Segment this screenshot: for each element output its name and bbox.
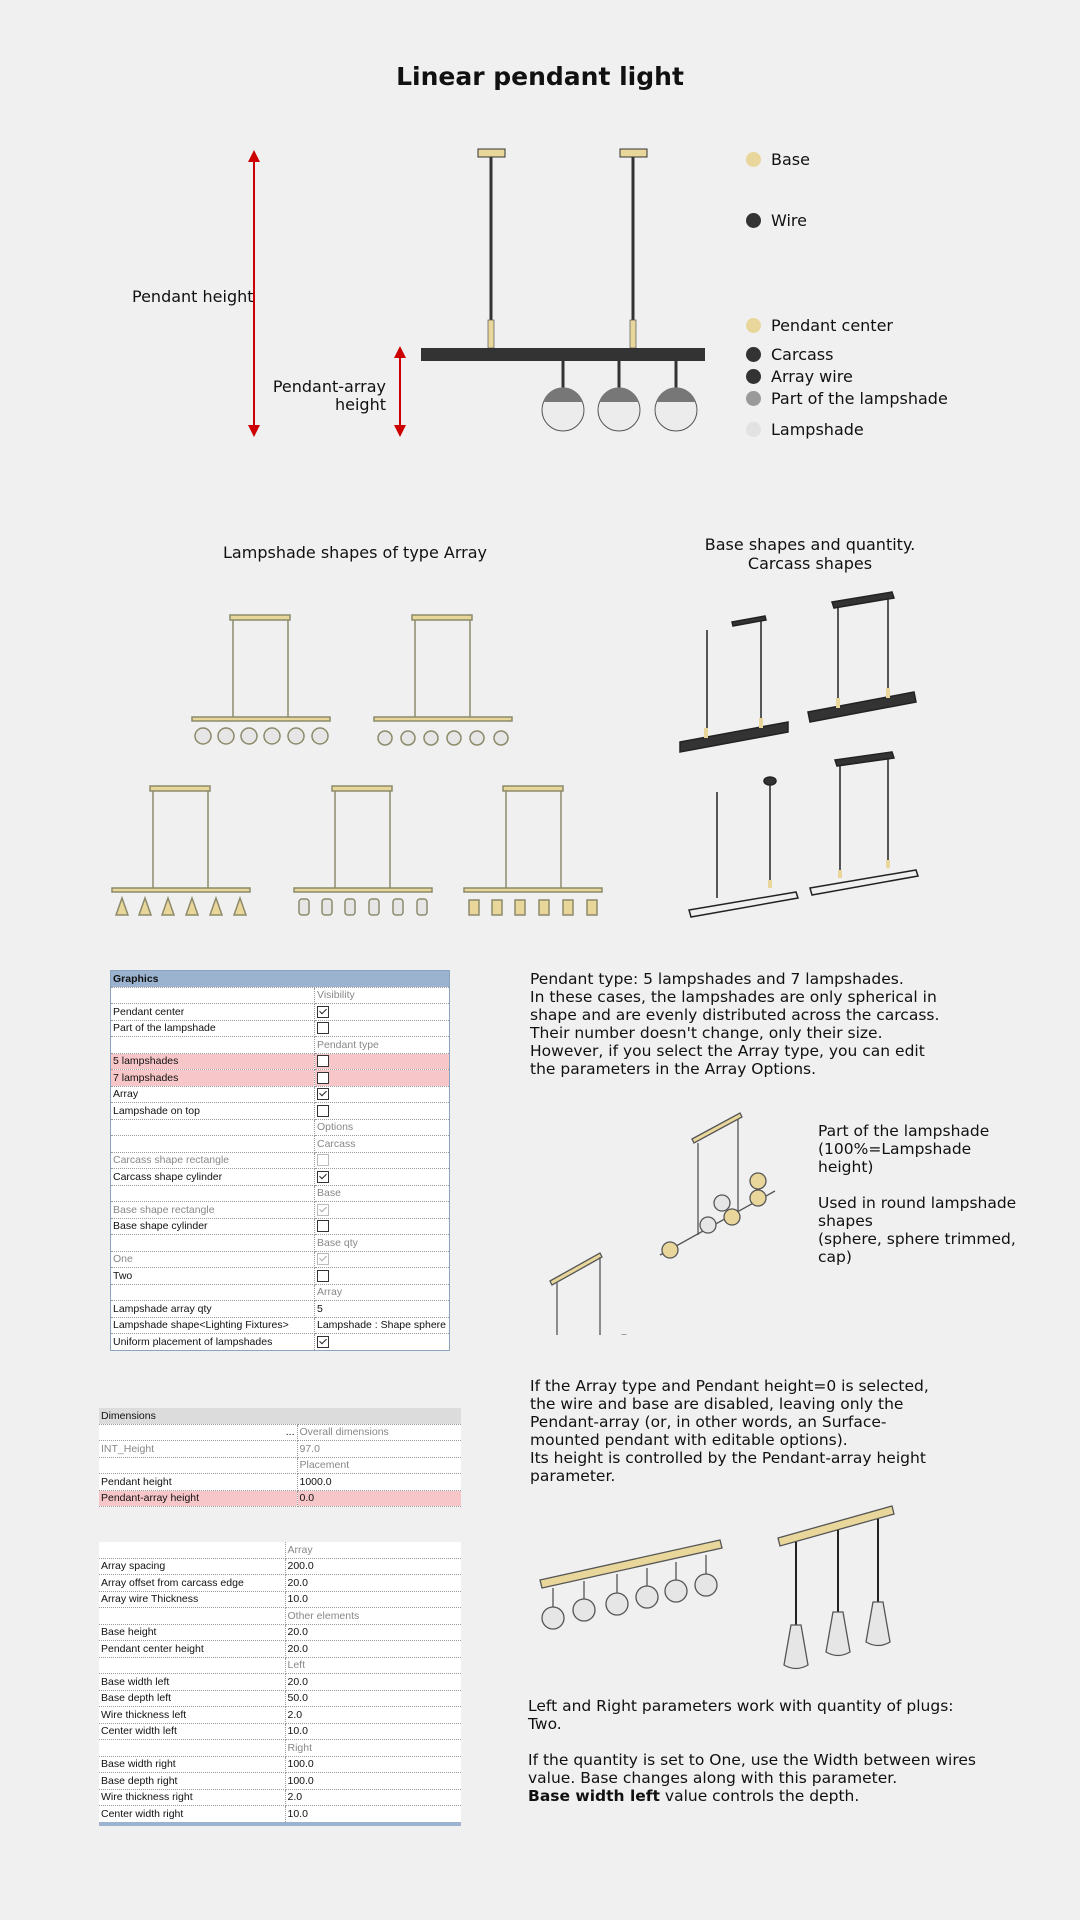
property-row [111,1334,450,1351]
legend-swatch [746,213,761,228]
array-variant-sphere [192,615,330,744]
legend-item-wire: Wire [746,210,807,230]
property-row [99,1773,461,1790]
group-row [111,1235,450,1252]
property-row [99,1690,461,1707]
array-shapes-title: Lampshade shapes of type Array [223,543,487,562]
dimensions-header-row [99,1408,461,1424]
group-row [111,1136,450,1153]
legend-item-array-wire: Array wire [746,366,853,386]
group-label: Base [315,1185,450,1202]
property-label [111,987,315,1004]
property-row [99,1441,461,1458]
left-right-text-bold: Base width left [528,1787,660,1805]
property-checkbox-cell [315,1169,450,1186]
property-row [111,1103,450,1120]
property-checkbox-cell [315,1218,450,1235]
property-label: Base shape rectangle [111,1202,315,1219]
property-value[interactable]: 20.0 [285,1674,461,1691]
property-checkbox-cell [315,1251,450,1268]
property-row [111,1020,450,1037]
property-label: Carcass shape rectangle [111,1152,315,1169]
property-label [111,1284,315,1301]
property-label: One [111,1251,315,1268]
property-label: Pendant height [99,1474,297,1491]
property-label: ... [99,1424,297,1441]
property-row [99,1723,461,1740]
group-label: Other elements [285,1608,461,1625]
group-row [111,1037,450,1054]
property-row [99,1756,461,1773]
property-label [111,1119,315,1136]
property-label: Array spacing [99,1558,285,1575]
property-value[interactable]: 97.0 [297,1441,461,1458]
group-label: Overall dimensions [297,1424,461,1441]
property-checkbox[interactable] [317,1105,329,1117]
group-row [111,1185,450,1202]
pendant-array-height-label: Pendant-array height [272,377,386,414]
property-label: Center width left [99,1723,285,1740]
array-variant-cone [112,786,250,915]
legend-swatch [746,369,761,384]
property-label [99,1457,297,1474]
property-row [99,1641,461,1658]
legend-swatch [746,347,761,362]
lampshade-1 [542,387,584,431]
array-variant-sphere-trimmed [374,615,512,745]
carcass-cylinder-two-base [810,752,918,895]
property-label: Uniform placement of lampshades [111,1334,315,1351]
property-value[interactable]: 20.0 [285,1575,461,1592]
property-checkbox-cell [315,1268,450,1285]
property-row [99,1789,461,1806]
property-label: Wire thickness left [99,1707,285,1724]
legend-swatch [746,391,761,406]
property-value[interactable]: 20.0 [285,1641,461,1658]
group-label: Base qty [315,1235,450,1252]
base-shapes-title: Base shapes and quantity. Carcass shapes [704,535,916,573]
property-label: 7 lampshades [111,1070,315,1087]
property-label [111,1235,315,1252]
carcass [421,348,705,361]
property-row [99,1474,461,1491]
group-row [99,1424,461,1441]
dimensions-table [99,1408,461,1507]
property-value[interactable]: 20.0 [285,1624,461,1641]
group-row [111,1284,450,1301]
group-row [99,1542,461,1558]
property-row [111,1218,450,1235]
group-row [111,1119,450,1136]
legend-swatch [746,318,761,333]
property-label: Wire thickness right [99,1789,285,1806]
property-checkbox[interactable] [317,1220,329,1232]
property-checkbox-cell [315,1053,450,1070]
property-label: Base depth right [99,1773,285,1790]
property-row [111,1202,450,1219]
property-row [99,1558,461,1575]
property-value[interactable]: 5 [315,1301,450,1318]
pendant-height-label: Pendant height [132,287,254,306]
graphics-header-row [111,971,450,988]
property-row [99,1591,461,1608]
property-label: Base width right [99,1756,285,1773]
property-label [111,1136,315,1153]
group-label: Visibility [315,987,450,1004]
legend-item-lampshade: Lampshade [746,419,864,439]
legend-item-carcass: Carcass [746,344,833,364]
property-label: Pendant-array height [99,1490,297,1507]
carcass-rect-one-base [680,616,788,752]
array-variant-box [464,786,602,915]
property-row [111,1070,450,1087]
property-label: Lampshade shape<Lighting Fixtures> [111,1317,315,1334]
property-checkbox-cell [315,1202,450,1219]
group-label: Array [285,1542,461,1558]
property-row [99,1806,461,1824]
property-label: Center width right [99,1806,285,1824]
page-title: Linear pendant light [396,62,684,91]
property-label: Array offset from carcass edge [99,1575,285,1592]
property-checkbox-cell [315,1103,450,1120]
property-label: Part of the lampshade [111,1020,315,1037]
group-label: Carcass [315,1136,450,1153]
group-label: Options [315,1119,450,1136]
legend-item-part-of-lampshade: Part of the lampshade [746,388,948,408]
base-left [478,149,505,157]
property-checkbox[interactable] [317,1022,329,1034]
property-label [99,1740,285,1757]
property-value[interactable]: 0.0 [297,1490,461,1507]
property-label: Lampshade array qty [111,1301,315,1318]
dimensions-header: Dimensions [99,1408,461,1424]
property-checkbox-cell [315,1086,450,1103]
property-checkbox-cell [315,1152,450,1169]
legend-item-base: Base [746,149,810,169]
property-value[interactable]: 10.0 [285,1591,461,1608]
property-label: 5 lampshades [111,1053,315,1070]
legend-item-pendant-center: Pendant center [746,315,893,335]
surface-mounted-spheres [540,1540,722,1629]
left-right-text [528,1697,1068,1805]
group-row [99,1740,461,1757]
array-isometric-left [517,1253,632,1335]
property-label [111,1185,315,1202]
property-checkbox[interactable] [317,1072,329,1084]
surface-mounted-cones [778,1506,894,1669]
property-row [111,1251,450,1268]
property-label: Carcass shape cylinder [111,1169,315,1186]
property-checkbox-cell [315,1070,450,1087]
property-row [111,1053,450,1070]
property-label: Pendant center [111,1004,315,1021]
base-right [620,149,647,157]
property-row [99,1707,461,1724]
property-value[interactable]: 2.0 [285,1707,461,1724]
property-label: Two [111,1268,315,1285]
property-checkbox[interactable] [317,1336,329,1348]
lampshade-3 [655,387,697,431]
property-value[interactable]: 1000.0 [297,1474,461,1491]
property-value[interactable]: 2.0 [285,1789,461,1806]
property-label [99,1657,285,1674]
carcass-rect-two-base [808,592,916,722]
base-shapes-illustration [660,580,930,930]
property-row [111,1169,450,1186]
property-row [111,1004,450,1021]
property-checkbox[interactable] [317,1171,329,1183]
property-row [99,1575,461,1592]
property-checkbox-cell [315,1004,450,1021]
array-isometric-right [660,1113,775,1258]
legend-swatch [746,422,761,437]
group-row [111,987,450,1004]
property-value[interactable]: 100.0 [285,1756,461,1773]
property-checkbox[interactable] [317,1270,329,1282]
part-of-lampshade-text: Part of the lampshade (100%=Lampshade height) Used in round lampshade shapes (sphere, sphere trimmed, cap) [818,1122,1017,1266]
property-label [111,1037,315,1054]
group-label: Placement [297,1457,461,1474]
array-shapes-illustration [0,600,640,930]
array-variant-cylinder [294,786,432,915]
property-label: Pendant center height [99,1641,285,1658]
lampshade-2 [598,387,640,431]
property-checkbox[interactable] [317,1006,329,1018]
property-label: Array wire Thickness [99,1591,285,1608]
property-row [99,1490,461,1507]
property-value[interactable]: 200.0 [285,1558,461,1575]
property-checkbox[interactable] [317,1055,329,1067]
property-label: Base height [99,1624,285,1641]
property-row [111,1317,450,1334]
property-value[interactable]: Lampshade : Shape sphere [315,1317,450,1334]
property-label: Array [111,1086,315,1103]
property-label [99,1542,285,1558]
group-label: Pendant type [315,1037,450,1054]
group-label: Left [285,1657,461,1674]
property-label: Lampshade on top [111,1103,315,1120]
property-value[interactable]: 10.0 [285,1723,461,1740]
array-isometric-illustration [500,1105,800,1335]
array-parameters-table [99,1542,461,1826]
graphics-properties-table [110,970,450,1351]
carcass-cylinder-one-base [689,777,798,917]
property-row [99,1674,461,1691]
property-label: Base width left [99,1674,285,1691]
group-label: Right [285,1740,461,1757]
property-label: Base shape cylinder [111,1218,315,1235]
property-checkbox [317,1253,329,1265]
property-checkbox [317,1154,329,1166]
property-row [111,1301,450,1318]
property-label [99,1608,285,1625]
property-value[interactable]: 100.0 [285,1773,461,1790]
property-row [111,1268,450,1285]
property-checkbox-cell [315,1020,450,1037]
group-row [99,1657,461,1674]
property-row [111,1152,450,1169]
pendant-type-text: Pendant type: 5 lampshades and 7 lampshades. In these cases, the lampshades are only spherical in shape and are evenly distributed across the carcass. Their number doesn't change, only their size. However, if you select the Array type, you can edit the parameters in the Array Options. [530,970,940,1078]
group-row [99,1457,461,1474]
left-right-text-main: Left and Right parameters work with quantity of plugs: Two. If the quantity is set to One, use the Width between wires value. Base changes along with this parameter. [528,1697,976,1787]
graphics-header: Graphics [111,971,450,988]
property-checkbox[interactable] [317,1088,329,1100]
array-height-zero-text: If the Array type and Pendant height=0 is selected, the wire and base are disabled, leaving only the Pendant-array (or, in other words, an Surface- mounted pendant with editable options). Its height is controlled by the Pendant-array height parameter. [530,1377,929,1485]
legend-swatch [746,152,761,167]
property-value[interactable]: 50.0 [285,1690,461,1707]
property-label: Base depth left [99,1690,285,1707]
property-row [99,1624,461,1641]
group-label: Array [315,1284,450,1301]
property-checkbox-cell [315,1334,450,1351]
property-value[interactable]: 10.0 [285,1806,461,1824]
property-checkbox [317,1204,329,1216]
left-right-text-tail: value controls the depth. [659,1787,860,1805]
property-label: INT_Height [99,1441,297,1458]
pendant-array-height-arrow [394,346,406,437]
property-row [111,1086,450,1103]
group-row [99,1608,461,1625]
surface-mounted-illustration [520,1500,920,1680]
